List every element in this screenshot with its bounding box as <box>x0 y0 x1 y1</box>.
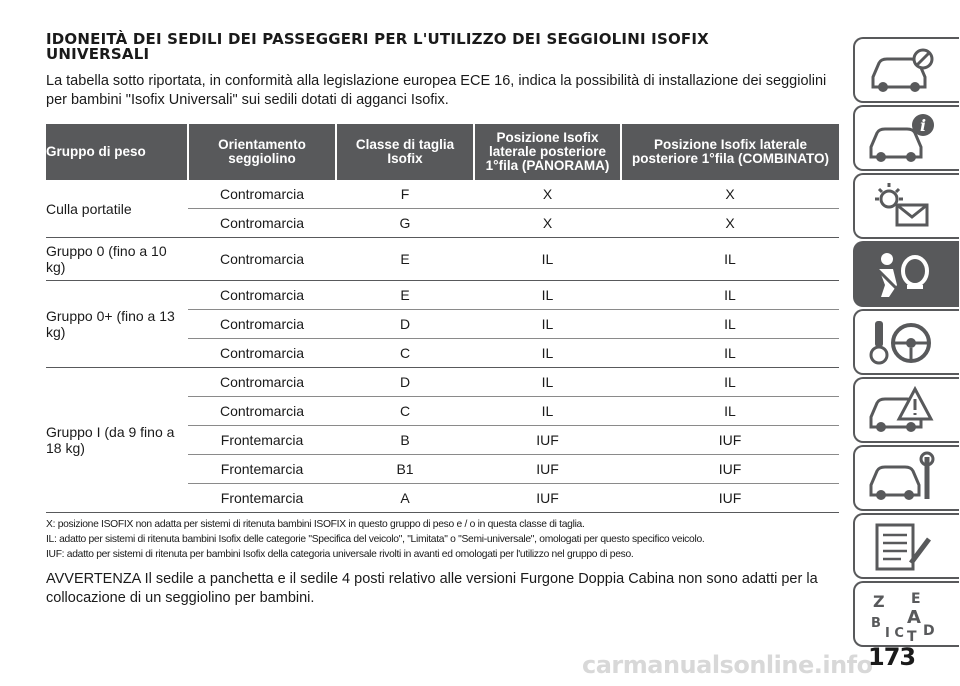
orientation-cell: Contromarcia <box>188 180 336 209</box>
size-cell: A <box>336 484 474 513</box>
group-cell: Gruppo 0 (fino a 10 kg) <box>46 238 188 281</box>
warning-light-icon <box>867 179 937 233</box>
orientation-cell: Contromarcia <box>188 238 336 281</box>
sidebar-tab-emergency[interactable] <box>853 377 959 443</box>
table-row <box>46 180 839 209</box>
header-position-panorama: Posizione Isofix laterale posteriore 1°fila (PANORAMA) <box>474 124 621 180</box>
size-cell: B1 <box>336 455 474 484</box>
note-iuf: IUF: adatto per sistemi di ritenuta per bambini Isofix della categoria universale rivolti in avanti ed omologati per l'utilizzo nel gruppo di peso. <box>46 549 634 560</box>
watermark: carmanualsonline.info <box>582 651 873 679</box>
svg-text:T: T <box>907 629 917 641</box>
table-row <box>46 368 839 397</box>
svg-text:Z: Z <box>873 592 885 611</box>
warning-paragraph: AVVERTENZA Il sedile a panchetta e il sedile 4 posti relativo alle versioni Furgone Doppia Cabina non sono adatti per la collocazione di un seggiolino per bambini. <box>46 571 818 606</box>
table-header-row <box>46 124 839 180</box>
combinato-cell: X <box>621 180 839 209</box>
intro-paragraph: La tabella sotto riportata, in conformità alla legislazione europea ECE 16, indica la possibilità di installazione dei seggiolini per bambini "Isofix Universali" sui sedili dotati di agganci Isofix. <box>46 73 827 108</box>
svg-text:I C: I C <box>885 626 904 641</box>
car-emergency-icon <box>867 383 937 437</box>
isofix-table <box>46 124 839 513</box>
key-steering-wheel-icon <box>867 315 937 369</box>
orientation-cell: Contromarcia <box>188 339 336 368</box>
size-cell: B <box>336 426 474 455</box>
header-size-class: Classe di taglia Isofix <box>336 124 474 180</box>
panorama-cell: IUF <box>474 455 621 484</box>
size-cell: D <box>336 368 474 397</box>
combinato-cell: IL <box>621 310 839 339</box>
table-row <box>46 281 839 310</box>
panorama-cell: IL <box>474 339 621 368</box>
sidebar-tab-info[interactable] <box>853 105 959 171</box>
sidebar-tab-index[interactable] <box>853 581 959 647</box>
sidebar-tab-warnings[interactable] <box>853 173 959 239</box>
panorama-cell: IL <box>474 397 621 426</box>
car-maintenance-icon <box>867 451 937 505</box>
header-position-combinato: Posizione Isofix laterale posteriore 1°fila (COMBINATO) <box>621 124 839 180</box>
group-cell: Gruppo I (da 9 fino a 18 kg) <box>46 368 188 513</box>
panorama-cell: IL <box>474 238 621 281</box>
header-orientation: Orientamento seggiolino <box>188 124 336 180</box>
size-cell: C <box>336 339 474 368</box>
combinato-cell: IUF <box>621 455 839 484</box>
panorama-cell: IUF <box>474 426 621 455</box>
size-cell: D <box>336 310 474 339</box>
size-cell: E <box>336 281 474 310</box>
size-cell: F <box>336 180 474 209</box>
size-cell: C <box>336 397 474 426</box>
size-cell: G <box>336 209 474 238</box>
table-notes <box>46 518 839 561</box>
note-il: IL: adatto per sistemi di ritenuta bambini Isofix delle categorie "Specifica del veicolo", "Limitata" o "Semi-universale", omologati per questo specifico veicolo. <box>46 534 705 545</box>
sidebar-tab-maintenance[interactable] <box>853 445 959 511</box>
group-cell: Gruppo 0+ (fino a 13 kg) <box>46 281 188 368</box>
orientation-cell: Contromarcia <box>188 310 336 339</box>
orientation-cell: Frontemarcia <box>188 426 336 455</box>
sidebar-tab-safety[interactable] <box>853 241 959 307</box>
page-title-line-2: UNIVERSALI <box>46 45 150 63</box>
combinato-cell: IL <box>621 339 839 368</box>
sidebar-tab-dashboard[interactable] <box>853 37 959 103</box>
panorama-cell: X <box>474 209 621 238</box>
orientation-cell: Contromarcia <box>188 368 336 397</box>
svg-text:E: E <box>911 591 921 607</box>
sidebar-tab-starting[interactable] <box>853 309 959 375</box>
size-cell: E <box>336 238 474 281</box>
orientation-cell: Contromarcia <box>188 281 336 310</box>
header-weight-group: Gruppo di peso <box>46 124 188 180</box>
combinato-cell: IL <box>621 281 839 310</box>
orientation-cell: Contromarcia <box>188 209 336 238</box>
page-title-line-1: IDONEITÀ DEI SEDILI DEI PASSEGGERI PER L'UTILIZZO DEI SEGGIOLINI ISOFIX <box>46 30 709 48</box>
page-title <box>46 32 836 62</box>
svg-text:B: B <box>871 616 881 631</box>
car-dashboard-icon <box>867 43 937 97</box>
combinato-cell: IL <box>621 368 839 397</box>
orientation-cell: Frontemarcia <box>188 455 336 484</box>
orientation-cell: Contromarcia <box>188 397 336 426</box>
svg-text:A: A <box>907 607 921 628</box>
combinato-cell: IL <box>621 397 839 426</box>
panorama-cell: IL <box>474 368 621 397</box>
sidebar-tab-specifications[interactable] <box>853 513 959 579</box>
combinato-cell: IUF <box>621 484 839 513</box>
car-info-icon <box>867 111 937 165</box>
page-content <box>46 32 839 608</box>
combinato-cell: X <box>621 209 839 238</box>
svg-text:D: D <box>923 623 935 639</box>
orientation-cell: Frontemarcia <box>188 484 336 513</box>
specifications-icon <box>867 519 937 573</box>
airbag-seatbelt-icon <box>867 247 937 301</box>
svg-text:i: i <box>919 116 927 135</box>
combinato-cell: IUF <box>621 426 839 455</box>
panorama-cell: IL <box>474 310 621 339</box>
panorama-cell: X <box>474 180 621 209</box>
panorama-cell: IUF <box>474 484 621 513</box>
alphabetical-index-icon <box>867 587 937 641</box>
page-number: 173 <box>868 643 916 671</box>
combinato-cell: IL <box>621 238 839 281</box>
panorama-cell: IL <box>474 281 621 310</box>
group-cell: Culla portatile <box>46 180 188 238</box>
note-x: X: posizione ISOFIX non adatta per sistemi di ritenuta bambini ISOFIX in questo gruppo di peso e / o in questa classe di taglia. <box>46 519 585 530</box>
table-row <box>46 238 839 281</box>
